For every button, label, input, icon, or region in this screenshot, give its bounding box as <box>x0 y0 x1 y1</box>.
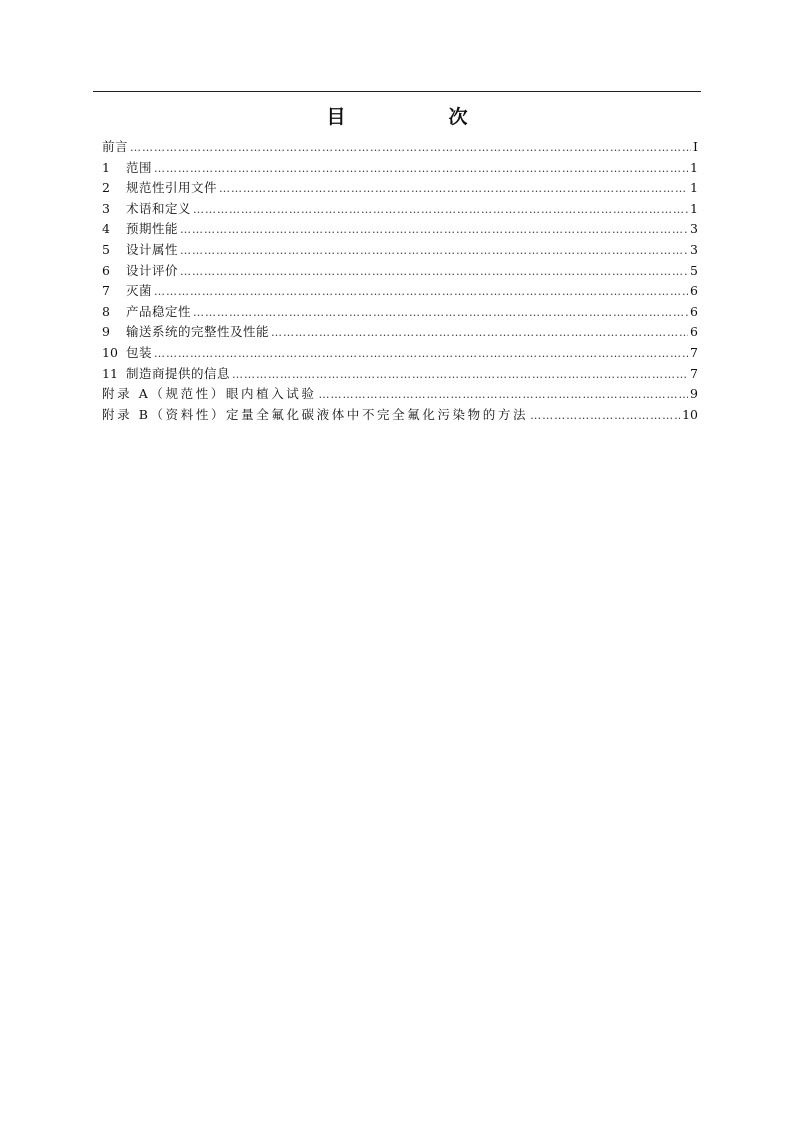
toc-entry-page: 6 <box>690 283 698 299</box>
toc-entry-delivery-system[interactable] <box>102 322 698 343</box>
toc-entry-packaging[interactable] <box>102 343 698 364</box>
dot-leader <box>180 241 688 262</box>
toc-entry-page: 7 <box>690 365 698 381</box>
toc-entry-title: 制造商提供的信息 <box>126 365 231 381</box>
toc-entry-title: 规范性引用文件 <box>126 180 218 196</box>
toc-entry-scope[interactable] <box>102 158 698 179</box>
dot-leader <box>180 220 688 241</box>
toc-entry-sterilization[interactable] <box>102 281 698 302</box>
dot-leader <box>154 159 688 180</box>
toc-entry-number: 9 <box>102 324 110 340</box>
toc-entry-page: Ⅰ <box>693 139 698 154</box>
toc-entry-number: 5 <box>102 241 110 257</box>
dot-leader <box>180 262 688 283</box>
toc-entry-annex-a[interactable] <box>102 384 698 405</box>
toc-entry-number: 8 <box>102 303 110 319</box>
toc-entry-page: 6 <box>690 303 698 319</box>
toc-entry-title: 输送系统的完整性及性能 <box>126 324 270 340</box>
toc-entry-title: 范围 <box>126 159 153 175</box>
dot-leader <box>319 385 689 406</box>
toc-entry-number: 4 <box>102 221 110 237</box>
toc-entry-number: 7 <box>102 283 110 299</box>
toc-entry-title: 前言 <box>102 139 129 154</box>
table-of-contents <box>102 137 698 425</box>
toc-entry-title: 术语和定义 <box>126 200 192 216</box>
toc-entry-annex-b[interactable] <box>102 405 698 426</box>
toc-entry-foreword[interactable] <box>102 137 698 158</box>
dot-leader <box>271 323 688 344</box>
toc-entry-page: 1 <box>690 180 698 196</box>
dot-leader <box>530 406 680 427</box>
toc-entry-page: 5 <box>690 262 698 278</box>
toc-entry-terms-definitions[interactable] <box>102 199 698 220</box>
toc-entry-page: 3 <box>690 221 698 237</box>
toc-entry-title: 包装 <box>126 344 153 360</box>
toc-entry-title: 附录 B（资料性）定量全氟化碳液体中不完全氟化污染物的方法 <box>102 406 529 422</box>
toc-entry-page: 6 <box>690 324 698 340</box>
toc-entry-number: 10 <box>102 344 118 360</box>
header-rule <box>93 91 701 92</box>
toc-entry-manufacturer-information[interactable] <box>102 364 698 385</box>
toc-entry-title: 灭菌 <box>126 283 153 299</box>
dot-leader <box>154 282 688 303</box>
toc-entry-page: 1 <box>690 200 698 216</box>
toc-entry-number: 2 <box>102 180 110 196</box>
toc-entry-number: 1 <box>102 159 110 175</box>
toc-entry-design-evaluation[interactable] <box>102 261 698 282</box>
dot-leader <box>219 179 688 200</box>
toc-entry-intended-performance[interactable] <box>102 219 698 240</box>
toc-entry-title: 产品稳定性 <box>126 303 192 319</box>
toc-entry-title: 预期性能 <box>126 221 179 237</box>
toc-entry-page: 1 <box>690 159 698 175</box>
page-title: 目 次 <box>326 106 510 128</box>
toc-entry-title: 附录 A（规范性）眼内植入试验 <box>102 386 317 402</box>
toc-entry-page: 7 <box>690 344 698 360</box>
toc-entry-number: 3 <box>102 200 110 216</box>
toc-entry-product-stability[interactable] <box>102 302 698 323</box>
toc-entry-design-attributes[interactable] <box>102 240 698 261</box>
toc-entry-title: 设计评价 <box>126 262 179 278</box>
toc-entry-normative-references[interactable] <box>102 178 698 199</box>
toc-entry-title: 设计属性 <box>126 241 179 257</box>
dot-leader <box>193 200 688 221</box>
toc-entry-number: 11 <box>102 365 118 381</box>
dot-leader <box>232 365 688 386</box>
toc-entry-number: 6 <box>102 262 110 278</box>
toc-entry-page: 10 <box>682 406 698 422</box>
dot-leader <box>130 138 691 159</box>
toc-entry-page: 3 <box>690 241 698 257</box>
toc-entry-page: 9 <box>690 386 698 402</box>
dot-leader <box>193 303 688 324</box>
dot-leader <box>154 344 688 365</box>
